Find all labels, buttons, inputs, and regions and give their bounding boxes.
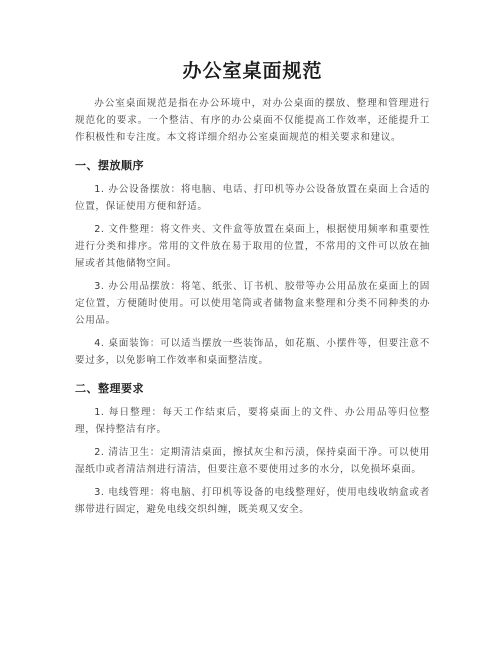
placement-item-supplies: 3. 办公用品摆放：将笔、纸张、订书机、胶带等办公用品放在桌面上的固定位置，方便随时使用。可以使用笔筒或者储物盒来整理和分类不同种类的办公用品。 [75, 281, 430, 326]
tidying-item-cables: 3. 电线管理：将电脑、打印机等设备的电线整理好，使用电线收纳盒或者绑带进行固定，避免电线交织纠缠，既美观又安全。 [75, 487, 430, 515]
document-title: 办公室桌面规范 [182, 60, 323, 82]
section-heading-placement-order: 一、摆放顺序 [75, 159, 144, 172]
intro-paragraph: 办公室桌面规范是指在办公环境中，对办公桌面的摆放、整理和管理进行规范化的要求。一个整洁、有序的办公桌面不仅能提高工作效率，还能提升工作积极性和专注度。本文将详细介绍办公室桌面规范的相关要求和建议。 [75, 98, 430, 143]
tidying-item-cleaning: 2. 清洁卫生：定期清洁桌面，擦拭灰尘和污渍，保持桌面干净。可以使用湿纸巾或者清洁剂进行清洁，但要注意不要使用过多的水分，以免损坏桌面。 [75, 447, 430, 475]
placement-item-files: 2. 文件整理：将文件夹、文件盒等放置在桌面上，根据使用频率和重要性进行分类和排序。常用的文件放在易于取用的位置，不常用的文件可以放在抽屉或者其他储物空间。 [75, 224, 430, 269]
placement-item-equipment: 1. 办公设备摆放：将电脑、电话、打印机等办公设备放置在桌面上合适的位置，保证使用方便和舒适。 [75, 184, 430, 212]
section-heading-tidying-requirements: 二、整理要求 [75, 382, 144, 395]
placement-item-decoration: 4. 桌面装饰：可以适当摆放一些装饰品，如花瓶、小摆件等，但要注意不要过多，以免影响工作效率和桌面整洁度。 [75, 338, 430, 366]
tidying-item-daily: 1. 每日整理：每天工作结束后，要将桌面上的文件、办公用品等归位整理，保持整洁有序。 [75, 407, 430, 435]
